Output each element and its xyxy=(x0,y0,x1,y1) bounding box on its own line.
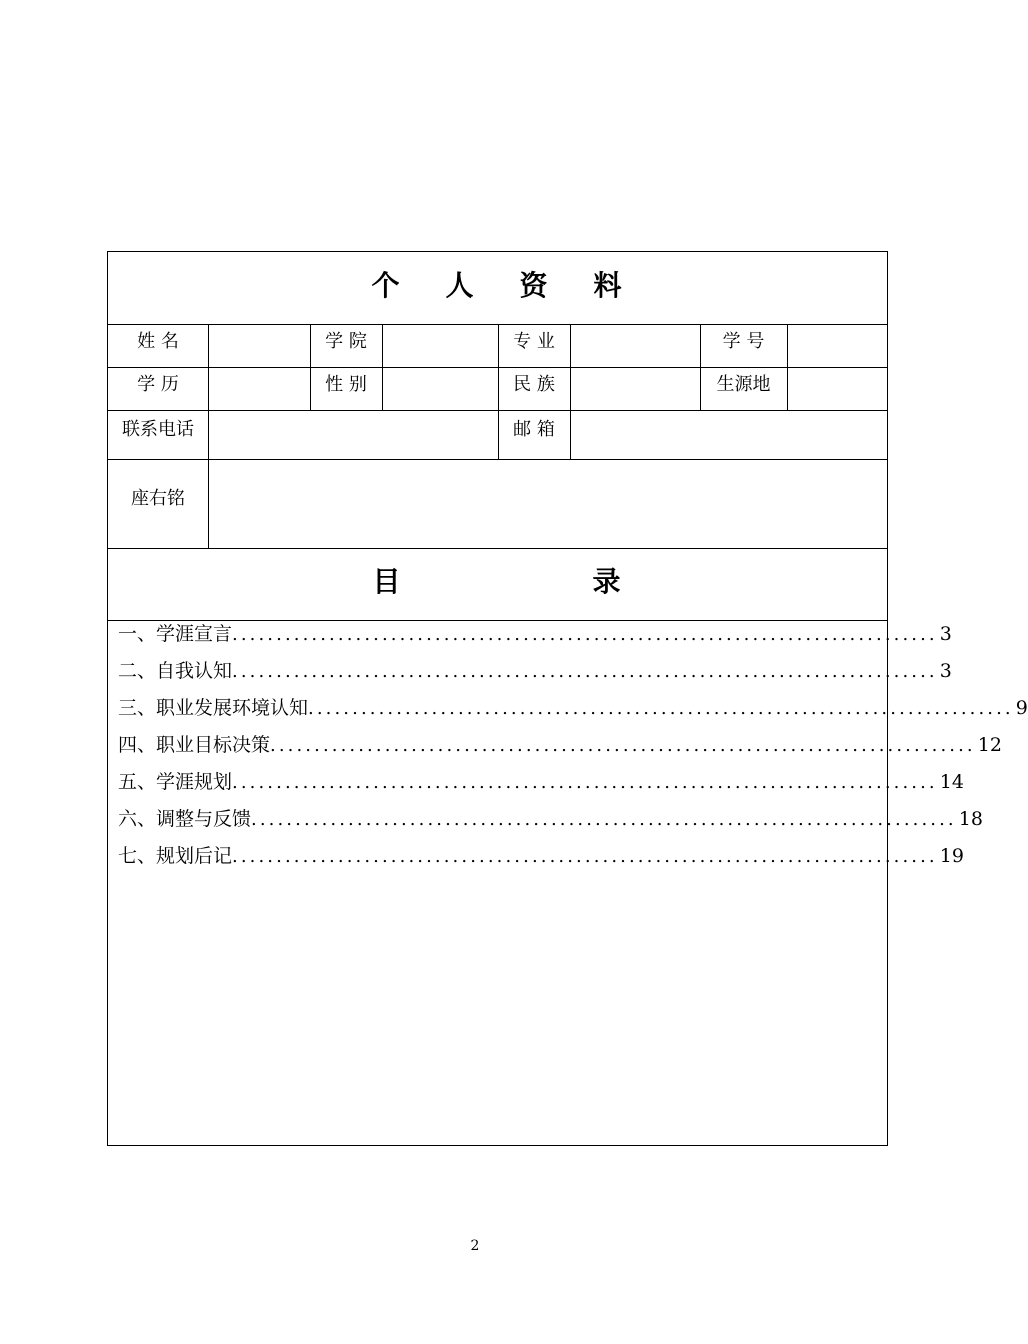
toc-item-page: 12 xyxy=(977,734,1002,756)
profile-title-char: 料 xyxy=(593,269,624,302)
profile-title-char: 人 xyxy=(445,269,476,302)
label-email: 邮 箱 xyxy=(513,419,555,440)
toc-item-page: 9 xyxy=(1015,697,1028,719)
toc-leader: ................................................................................ xyxy=(232,661,938,682)
col-divider xyxy=(208,324,209,548)
toc-leader: ................................................................................ xyxy=(232,772,938,793)
profile-title-char: 个 xyxy=(371,269,402,302)
toc-item-label: 六、调整与反馈 xyxy=(118,808,252,830)
toc-item[interactable] xyxy=(118,764,964,801)
col-divider xyxy=(570,324,571,459)
toc-item-page: 18 xyxy=(958,808,983,830)
profile-title xyxy=(108,264,887,304)
row-divider xyxy=(108,548,887,549)
toc-leader: ................................................................................ xyxy=(232,624,938,645)
label-student-id: 学 号 xyxy=(722,331,765,352)
col-divider xyxy=(382,324,383,410)
label-origin: 生源地 xyxy=(716,374,771,395)
toc-item-label: 五、学涯规划 xyxy=(118,771,233,793)
toc-item[interactable] xyxy=(118,616,952,653)
profile-title-char: 资 xyxy=(519,269,550,302)
label-phone: 联系电话 xyxy=(122,419,194,440)
label-education: 学 历 xyxy=(137,374,179,395)
toc-item-label: 一、学涯宣言 xyxy=(118,623,233,645)
toc-leader: ................................................................................ xyxy=(308,698,1014,719)
toc-item[interactable] xyxy=(118,727,1002,764)
toc-item[interactable] xyxy=(118,690,1028,727)
toc-list xyxy=(118,616,1028,875)
col-divider xyxy=(787,324,788,410)
toc-title xyxy=(108,560,887,600)
toc-item-label: 二、自我认知 xyxy=(118,660,233,682)
personal-info-form xyxy=(107,251,1028,1146)
toc-title-char: 目 xyxy=(372,565,403,598)
toc-item-page: 19 xyxy=(939,845,964,867)
toc-item-label: 四、职业目标决策 xyxy=(118,734,271,756)
toc-item-label: 三、职业发展环境认知 xyxy=(118,697,309,719)
label-ethnicity: 民 族 xyxy=(513,374,555,395)
toc-item[interactable] xyxy=(118,653,952,690)
toc-title-char: 录 xyxy=(592,565,623,598)
toc-item-page: 3 xyxy=(939,623,952,645)
label-college: 学 院 xyxy=(325,331,367,352)
row-divider xyxy=(108,459,887,460)
toc-leader: ................................................................................ xyxy=(251,809,957,830)
toc-item-page: 3 xyxy=(939,660,952,682)
label-major: 专 业 xyxy=(513,331,555,352)
toc-item[interactable] xyxy=(118,838,964,875)
label-gender: 性 别 xyxy=(325,374,367,395)
toc-item-label: 七、规划后记 xyxy=(118,845,233,867)
label-motto: 座右铭 xyxy=(131,488,185,509)
toc-item-page: 14 xyxy=(939,771,964,793)
toc-leader: ................................................................................ xyxy=(232,846,938,867)
toc-leader: ................................................................................ xyxy=(270,735,976,756)
toc-item[interactable] xyxy=(118,801,983,838)
label-name: 姓 名 xyxy=(137,331,179,352)
page-number: 2 xyxy=(470,1238,480,1254)
